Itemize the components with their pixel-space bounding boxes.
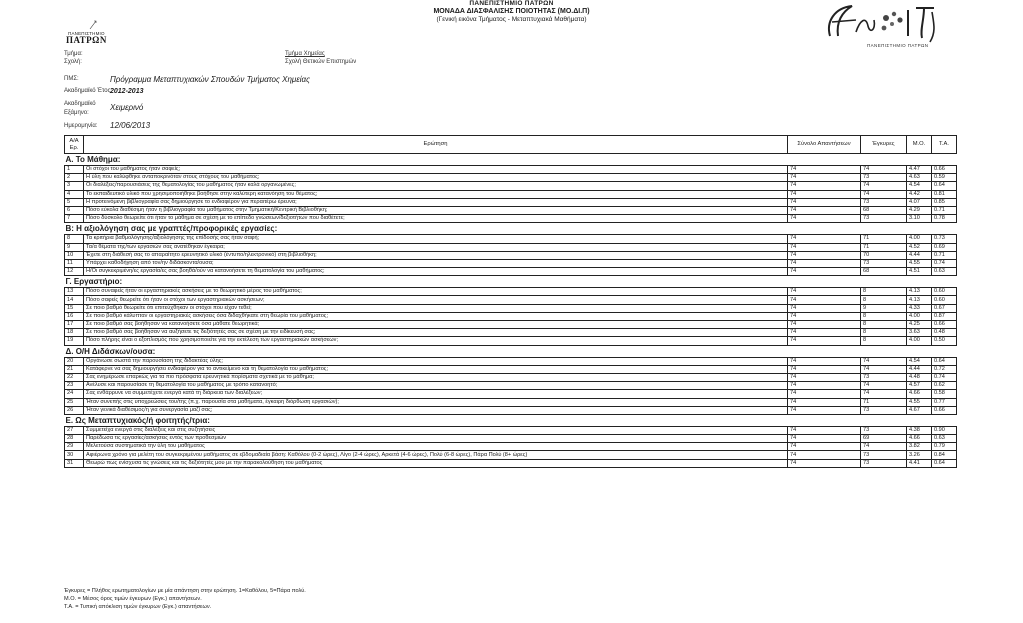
question-number: 31 bbox=[65, 459, 84, 467]
std-dev-value: 0.74 bbox=[932, 373, 957, 381]
question-text: Η/Οι συγκεκριμένη/ες εργασία/ες σας βοηθά/ούν να κατανοήσετε τη θεματολογία του μαθήματος; bbox=[84, 268, 788, 276]
date-value: 12/06/2013 bbox=[110, 121, 151, 130]
question-text: Σας ενημέρωσε επαρκώς για τα πιο πρόσφατα ερευνητικά πορίσματα σχετικά με το μάθημα; bbox=[84, 373, 788, 381]
std-dev-value: 0.59 bbox=[932, 174, 957, 182]
mean-value: 3.63 bbox=[907, 329, 932, 337]
valid-answers: 73 bbox=[861, 426, 907, 434]
semester-label-line1: Ακαδημαϊκό bbox=[64, 101, 96, 107]
question-text: Πόσο εύκολα διαθέσιμη ήταν η βιβλιογραφία του μαθήματος στην Τμηματική/Κεντρική Βιβλιοθήκη; bbox=[84, 206, 788, 214]
valid-answers: 73 bbox=[861, 174, 907, 182]
mean-value: 4.51 bbox=[907, 268, 932, 276]
valid-answers: 8 bbox=[861, 296, 907, 304]
std-dev-value: 0.60 bbox=[932, 288, 957, 296]
mean-value: 4.54 bbox=[907, 357, 932, 365]
mean-value: 4.38 bbox=[907, 426, 932, 434]
std-dev-value: 0.66 bbox=[932, 321, 957, 329]
semester-value: Χειμερινό bbox=[110, 103, 144, 112]
total-answers: 74 bbox=[788, 459, 861, 467]
std-dev-value: 0.60 bbox=[932, 296, 957, 304]
total-answers: 74 bbox=[788, 174, 861, 182]
question-text: Η προτεινόμενη βιβλιογραφία σας δημιούργησε το ενδιαφέρον για περαιτέρω έρευνα; bbox=[84, 198, 788, 206]
question-text: Κατάφερνε να σας δημιουργήσει ενδιαφέρον για το αντικείμενο και τη θεματολογία του μαθήματος; bbox=[84, 365, 788, 373]
std-dev-value: 0.63 bbox=[932, 435, 957, 443]
total-answers: 74 bbox=[788, 329, 861, 337]
evaluation-table bbox=[64, 135, 957, 468]
table-row bbox=[65, 182, 957, 190]
std-dev-value: 0.67 bbox=[932, 304, 957, 312]
valid-answers: 73 bbox=[861, 215, 907, 223]
year-value: 2012-2013 bbox=[110, 88, 144, 95]
table-row bbox=[65, 337, 957, 345]
table-row bbox=[65, 373, 957, 381]
valid-answers: 8 bbox=[861, 312, 907, 320]
mean-value: 4.57 bbox=[907, 382, 932, 390]
question-number: 11 bbox=[65, 259, 84, 267]
std-dev-value: 0.66 bbox=[932, 166, 957, 174]
valid-answers: 8 bbox=[861, 321, 907, 329]
table-row bbox=[65, 251, 957, 259]
unit-title: ΜΟΝΑΔΑ ΔΙΑΣΦΑΛΙΣΗΣ ΠΟΙΟΤΗΤΑΣ (ΜΟ.ΔΙ.Π) bbox=[433, 8, 590, 15]
question-text: Πόσο δύσκολο θεωρείτε ότι ήταν το μάθημα σε σχέση με το επίπεδο γνώσεων/δεξιοτήτων που διαθέτετε; bbox=[84, 215, 788, 223]
total-answers: 74 bbox=[788, 288, 861, 296]
total-answers: 74 bbox=[788, 296, 861, 304]
table-row bbox=[65, 459, 957, 467]
footer-note-1: Έγκυρες = Πλήθος ερωτηματολογίων με μία απάντηση στην ερώτηση. 1=Καθόλου, 5=Πάρα πολύ. bbox=[64, 588, 306, 594]
question-number: 1 bbox=[65, 166, 84, 174]
std-dev-value: 0.74 bbox=[932, 259, 957, 267]
question-text: Τα/α θέματα της/των εργασιών σας ανατέθηκαν έγκαιρα; bbox=[84, 243, 788, 251]
valid-answers: 68 bbox=[861, 268, 907, 276]
valid-answers: 8 bbox=[861, 337, 907, 345]
valid-answers: 69 bbox=[861, 435, 907, 443]
total-answers: 74 bbox=[788, 251, 861, 259]
std-dev-value: 0.69 bbox=[932, 243, 957, 251]
question-text: Το εκπαιδευτικό υλικό που χρησιμοποιήθηκε βοήθησε στην καλύτερη κατανόηση του θέματος; bbox=[84, 190, 788, 198]
valid-answers: 74 bbox=[861, 182, 907, 190]
table-row bbox=[65, 365, 957, 373]
section-title: Ε. Ως Μεταπτυχιακός/ή φοιτητής/τρια: bbox=[65, 414, 957, 426]
question-text: Πόσο συναφείς ήταν οι εργαστηριακές ασκήσεις με το θεωρητικό μέρος του μαθήματος; bbox=[84, 288, 788, 296]
std-dev-value: 0.62 bbox=[932, 382, 957, 390]
header-total: Σύνολο Απαντήσεων bbox=[788, 136, 861, 154]
question-number: 9 bbox=[65, 243, 84, 251]
valid-answers: 71 bbox=[861, 235, 907, 243]
mean-value: 4.44 bbox=[907, 251, 932, 259]
question-number: 10 bbox=[65, 251, 84, 259]
dept-value: Τμήμα Χημείας bbox=[285, 51, 325, 57]
total-answers: 74 bbox=[788, 390, 861, 398]
question-number: 12 bbox=[65, 268, 84, 276]
table-row bbox=[65, 206, 957, 214]
date-label: Ημερομηνία: bbox=[64, 123, 98, 129]
valid-answers: 73 bbox=[861, 406, 907, 414]
total-answers: 74 bbox=[788, 182, 861, 190]
table-row bbox=[65, 304, 957, 312]
valid-answers: 8 bbox=[861, 329, 907, 337]
question-text: Μελετούσα συστηματικά την ύλη του μαθήματος bbox=[84, 443, 788, 451]
footer-note-2: Μ.Ο. = Μέσος όρος τιμών έγκυρων (Εγκ.) απαντήσεων. bbox=[64, 596, 202, 602]
std-dev-value: 0.58 bbox=[932, 390, 957, 398]
table-row bbox=[65, 390, 957, 398]
std-dev-value: 0.73 bbox=[932, 235, 957, 243]
question-text: Συμμετείχα ενεργά στις διαλέξεις και στις συζητήσεις bbox=[84, 426, 788, 434]
question-number: 13 bbox=[65, 288, 84, 296]
std-dev-value: 0.90 bbox=[932, 426, 957, 434]
valid-answers: 74 bbox=[861, 365, 907, 373]
logo-big-text: ΠΑΤΡΩΝ bbox=[66, 35, 107, 45]
std-dev-value: 0.48 bbox=[932, 329, 957, 337]
table-header-row bbox=[65, 136, 957, 154]
valid-answers: 73 bbox=[861, 373, 907, 381]
question-number: 14 bbox=[65, 296, 84, 304]
valid-answers: 74 bbox=[861, 443, 907, 451]
total-answers: 74 bbox=[788, 243, 861, 251]
table-row bbox=[65, 443, 957, 451]
std-dev-value: 0.84 bbox=[932, 451, 957, 459]
question-text: Ήταν συνεπής στις υποχρεώσεις του/της (π.χ. παρουσία στα μαθήματα, έγκαιρη διόρθωση εργασιών); bbox=[84, 398, 788, 406]
valid-answers: 9 bbox=[861, 304, 907, 312]
question-text: Σε ποιο βαθμό σας βοήθησαν να κατανοήσετε όσα μάθατε θεωρητικά; bbox=[84, 321, 788, 329]
section-header-row bbox=[65, 223, 957, 235]
mean-value: 3.10 bbox=[907, 215, 932, 223]
table-row bbox=[65, 329, 957, 337]
mean-value: 4.00 bbox=[907, 312, 932, 320]
table-row bbox=[65, 382, 957, 390]
mean-value: 4.67 bbox=[907, 406, 932, 414]
std-dev-value: 0.79 bbox=[932, 443, 957, 451]
table-row bbox=[65, 321, 957, 329]
program-label: ΠΜΣ: bbox=[64, 76, 79, 82]
question-number: 23 bbox=[65, 382, 84, 390]
section-title: Α. Το Μάθημα: bbox=[65, 154, 957, 166]
question-text: Αφιέρωνα χρόνο για μελέτη του συγκεκριμένου μαθήματος σε εβδομαδιαία βάση: Καθόλου (0-2 ώρες), Λίγο (2-4 ώρες), Αρκετά (4-6 ώρες), Πολύ (6-8 ώρες), Πάρα Πολύ (8+ ώρες) bbox=[84, 451, 788, 459]
table-row bbox=[65, 426, 957, 434]
table-row bbox=[65, 215, 957, 223]
school-value: Σχολή Θετικών Επιστημών bbox=[285, 59, 357, 65]
total-answers: 74 bbox=[788, 304, 861, 312]
mean-value: 4.55 bbox=[907, 259, 932, 267]
valid-answers: 74 bbox=[861, 357, 907, 365]
university-logo bbox=[66, 20, 126, 44]
question-text: Η ύλη που καλύφθηκε ανταποκρινόταν στους στόχους του μαθήματος; bbox=[84, 174, 788, 182]
question-text: Οι στόχοι του μαθήματος ήταν σαφείς; bbox=[84, 166, 788, 174]
table-row bbox=[65, 312, 957, 320]
mean-value: 4.29 bbox=[907, 206, 932, 214]
section-title: Δ. Ο/Η Διδάσκων/ουσα: bbox=[65, 345, 957, 357]
header-aa: Α/Α Ερ. bbox=[65, 136, 84, 154]
std-dev-value: 0.87 bbox=[932, 312, 957, 320]
total-answers: 74 bbox=[788, 382, 861, 390]
total-answers: 74 bbox=[788, 337, 861, 345]
std-dev-value: 0.81 bbox=[932, 190, 957, 198]
header-valid: Έγκυρες bbox=[861, 136, 907, 154]
total-answers: 74 bbox=[788, 321, 861, 329]
table-row bbox=[65, 406, 957, 414]
total-answers: 74 bbox=[788, 426, 861, 434]
mean-value: 4.66 bbox=[907, 435, 932, 443]
school-label: Σχολή: bbox=[64, 59, 82, 65]
total-answers: 74 bbox=[788, 190, 861, 198]
total-answers: 74 bbox=[788, 259, 861, 267]
valid-answers: 74 bbox=[861, 390, 907, 398]
mean-value: 3.26 bbox=[907, 451, 932, 459]
header-subtitle: (Γενική εικόνα Τμήματος - Μεταπτυχιακά Μαθήματα) bbox=[436, 16, 587, 23]
university-title: ΠΑΝΕΠΙΣΤΗΜΙΟ ΠΑΤΡΩΝ bbox=[469, 0, 554, 7]
total-answers: 74 bbox=[788, 398, 861, 406]
header-question: Ερώτηση bbox=[84, 136, 788, 154]
mean-value: 4.00 bbox=[907, 337, 932, 345]
question-number: 19 bbox=[65, 337, 84, 345]
header-sd: Τ.Α. bbox=[932, 136, 957, 154]
question-number: 26 bbox=[65, 406, 84, 414]
year-label: Ακαδημαϊκό Έτος: bbox=[64, 88, 113, 94]
total-answers: 74 bbox=[788, 312, 861, 320]
total-answers: 74 bbox=[788, 198, 861, 206]
table-row bbox=[65, 357, 957, 365]
valid-answers: 74 bbox=[861, 166, 907, 174]
question-number: 24 bbox=[65, 390, 84, 398]
table-row bbox=[65, 296, 957, 304]
section-header-row bbox=[65, 414, 957, 426]
total-answers: 74 bbox=[788, 206, 861, 214]
total-answers: 74 bbox=[788, 357, 861, 365]
signature-logo-icon bbox=[812, 2, 972, 44]
mean-value: 4.54 bbox=[907, 182, 932, 190]
logo-small-text: ΠΑΝΕΠΙΣΤΗΜΙΟ bbox=[68, 31, 105, 36]
mean-value: 4.33 bbox=[907, 304, 932, 312]
program-value: Πρόγραμμα Μεταπτυχιακών Σπουδών Τμήματος Χημείας bbox=[110, 75, 311, 84]
total-answers: 74 bbox=[788, 451, 861, 459]
semester-label-line2: Εξάμηνο: bbox=[64, 110, 89, 116]
std-dev-value: 0.64 bbox=[932, 357, 957, 365]
question-number: 7 bbox=[65, 215, 84, 223]
question-text: Πόσο πλήρης είναι ο εξοπλισμός που χρησιμοποιείτε για την εκτέλεση των εργαστηριακών ασκήσεων; bbox=[84, 337, 788, 345]
question-text: Ανέλυσε και παρουσίασε τη θεματολογία του μαθήματος με τρόπο κατανοητό; bbox=[84, 382, 788, 390]
std-dev-value: 0.63 bbox=[932, 268, 957, 276]
std-dev-value: 0.71 bbox=[932, 206, 957, 214]
mean-value: 4.63 bbox=[907, 174, 932, 182]
total-answers: 74 bbox=[788, 166, 861, 174]
valid-answers: 73 bbox=[861, 451, 907, 459]
question-number: 2 bbox=[65, 174, 84, 182]
question-number: 21 bbox=[65, 365, 84, 373]
valid-answers: 71 bbox=[861, 398, 907, 406]
question-number: 4 bbox=[65, 190, 84, 198]
mean-value: 4.44 bbox=[907, 365, 932, 373]
valid-answers: 73 bbox=[861, 259, 907, 267]
question-number: 22 bbox=[65, 373, 84, 381]
question-text: Παρέδωσα τις εργασίες/ασκήσεις εντός των προθεσμιών bbox=[84, 435, 788, 443]
total-answers: 74 bbox=[788, 435, 861, 443]
mean-value: 4.66 bbox=[907, 390, 932, 398]
logo-caption: ΠΑΝΕΠΙΣΤΗΜΙΟ ΠΑΤΡΩΝ bbox=[867, 43, 929, 48]
table-row bbox=[65, 435, 957, 443]
question-number: 6 bbox=[65, 206, 84, 214]
question-number: 16 bbox=[65, 312, 84, 320]
question-text: Πόσο σαφείς θεωρείτε ότι ήταν οι στόχοι των εργαστηριακών ασκήσεων; bbox=[84, 296, 788, 304]
question-number: 15 bbox=[65, 304, 84, 312]
table-row bbox=[65, 166, 957, 174]
mean-value: 4.42 bbox=[907, 190, 932, 198]
table-body bbox=[65, 154, 957, 468]
crest-icon bbox=[88, 20, 98, 30]
question-number: 8 bbox=[65, 235, 84, 243]
question-number: 30 bbox=[65, 451, 84, 459]
mean-value: 4.52 bbox=[907, 243, 932, 251]
valid-answers: 73 bbox=[861, 459, 907, 467]
mean-value: 4.00 bbox=[907, 235, 932, 243]
table-row bbox=[65, 198, 957, 206]
section-header-row bbox=[65, 276, 957, 288]
total-answers: 74 bbox=[788, 373, 861, 381]
question-text: Έχετε στη διάθεσή σας το απαραίτητο ερευνητικό υλικό (έντυπο/ηλεκτρονικό) στη βιβλιοθήκη; bbox=[84, 251, 788, 259]
valid-answers: 74 bbox=[861, 190, 907, 198]
total-answers: 74 bbox=[788, 215, 861, 223]
valid-answers: 8 bbox=[861, 288, 907, 296]
std-dev-value: 0.71 bbox=[932, 251, 957, 259]
mean-value: 4.48 bbox=[907, 373, 932, 381]
std-dev-value: 0.50 bbox=[932, 337, 957, 345]
dept-label: Τμήμα: bbox=[64, 51, 83, 57]
total-answers: 74 bbox=[788, 406, 861, 414]
mean-value: 4.25 bbox=[907, 321, 932, 329]
valid-answers: 68 bbox=[861, 206, 907, 214]
std-dev-value: 0.85 bbox=[932, 198, 957, 206]
header-mean: Μ.Ο. bbox=[907, 136, 932, 154]
question-text: Σας ενθάρρυνε να συμμετέχετε ενεργά κατά τη διάρκεια των διαλέξεων; bbox=[84, 390, 788, 398]
table-row bbox=[65, 174, 957, 182]
table-row bbox=[65, 398, 957, 406]
question-text: Σε ποιο βαθμό σας βοήθησαν να αυξήσετε τις δεξιότητές σας σε σχέση με την ειδίκευσή σας; bbox=[84, 329, 788, 337]
mean-value: 4.41 bbox=[907, 459, 932, 467]
table-row bbox=[65, 235, 957, 243]
section-header-row bbox=[65, 345, 957, 357]
section-header-row bbox=[65, 154, 957, 166]
question-number: 20 bbox=[65, 357, 84, 365]
total-answers: 74 bbox=[788, 365, 861, 373]
question-number: 29 bbox=[65, 443, 84, 451]
std-dev-value: 0.64 bbox=[932, 459, 957, 467]
question-text: Ήταν γενικά διαθέσιμος/η για συνεργασία μαζί σας; bbox=[84, 406, 788, 414]
std-dev-value: 0.78 bbox=[932, 215, 957, 223]
std-dev-value: 0.66 bbox=[932, 406, 957, 414]
mean-value: 4.55 bbox=[907, 398, 932, 406]
question-number: 25 bbox=[65, 398, 84, 406]
question-text: Σε ποιο βαθμό θεωρείτε ότι επιτεύχθηκαν οι στόχοι που είχαν τεθεί; bbox=[84, 304, 788, 312]
table-row bbox=[65, 268, 957, 276]
question-number: 5 bbox=[65, 198, 84, 206]
table-row bbox=[65, 288, 957, 296]
table-row bbox=[65, 259, 957, 267]
std-dev-value: 0.77 bbox=[932, 398, 957, 406]
question-text: Οι διαλέξεις/παρουσιάσεις της θεματολογίας του μαθήματος ήταν καλά οργανωμένες; bbox=[84, 182, 788, 190]
question-number: 3 bbox=[65, 182, 84, 190]
total-answers: 74 bbox=[788, 443, 861, 451]
std-dev-value: 0.72 bbox=[932, 365, 957, 373]
quality-unit-logo bbox=[812, 2, 972, 50]
mean-value: 4.13 bbox=[907, 288, 932, 296]
valid-answers: 70 bbox=[861, 251, 907, 259]
section-title: Β: Η αξιολόγηση σας με γραπτές/προφορικές εργασίες: bbox=[65, 223, 957, 235]
table-row bbox=[65, 243, 957, 251]
mean-value: 4.13 bbox=[907, 296, 932, 304]
total-answers: 74 bbox=[788, 235, 861, 243]
valid-answers: 74 bbox=[861, 382, 907, 390]
question-text: Οργάνωσε σωστά την παρουσίαση της διδακτέας ύλης; bbox=[84, 357, 788, 365]
question-number: 27 bbox=[65, 426, 84, 434]
mean-value: 3.82 bbox=[907, 443, 932, 451]
question-number: 18 bbox=[65, 329, 84, 337]
question-number: 28 bbox=[65, 435, 84, 443]
question-text: Θεωρώ πως ενίσχυσα τις γνώσεις και τις δεξιότητές μου με την παρακολούθηση του μαθήματος bbox=[84, 459, 788, 467]
question-text: Υπάρχει καθοδήγηση από τον/ην διδάσκοντα/ουσα; bbox=[84, 259, 788, 267]
question-number: 17 bbox=[65, 321, 84, 329]
total-answers: 74 bbox=[788, 268, 861, 276]
table-row bbox=[65, 190, 957, 198]
section-title: Γ. Εργαστήριο: bbox=[65, 276, 957, 288]
table-row bbox=[65, 451, 957, 459]
valid-answers: 71 bbox=[861, 243, 907, 251]
std-dev-value: 0.64 bbox=[932, 182, 957, 190]
footer-note-3: Τ.Α. = Τυπική απόκλιση τιμών έγκυρων (Εγκ.) απαντήσεων. bbox=[64, 604, 212, 610]
mean-value: 4.47 bbox=[907, 166, 932, 174]
question-text: Τα κριτήρια βαθμολόγησης/αξιολόγησης της επίδοσής σας ήταν σαφή; bbox=[84, 235, 788, 243]
question-text: Σε ποιο βαθμό κάλυπταν οι εργαστηριακές ασκήσεις όσα διδαχθήκατε στη θεωρία του μαθήματος; bbox=[84, 312, 788, 320]
mean-value: 4.07 bbox=[907, 198, 932, 206]
valid-answers: 73 bbox=[861, 198, 907, 206]
